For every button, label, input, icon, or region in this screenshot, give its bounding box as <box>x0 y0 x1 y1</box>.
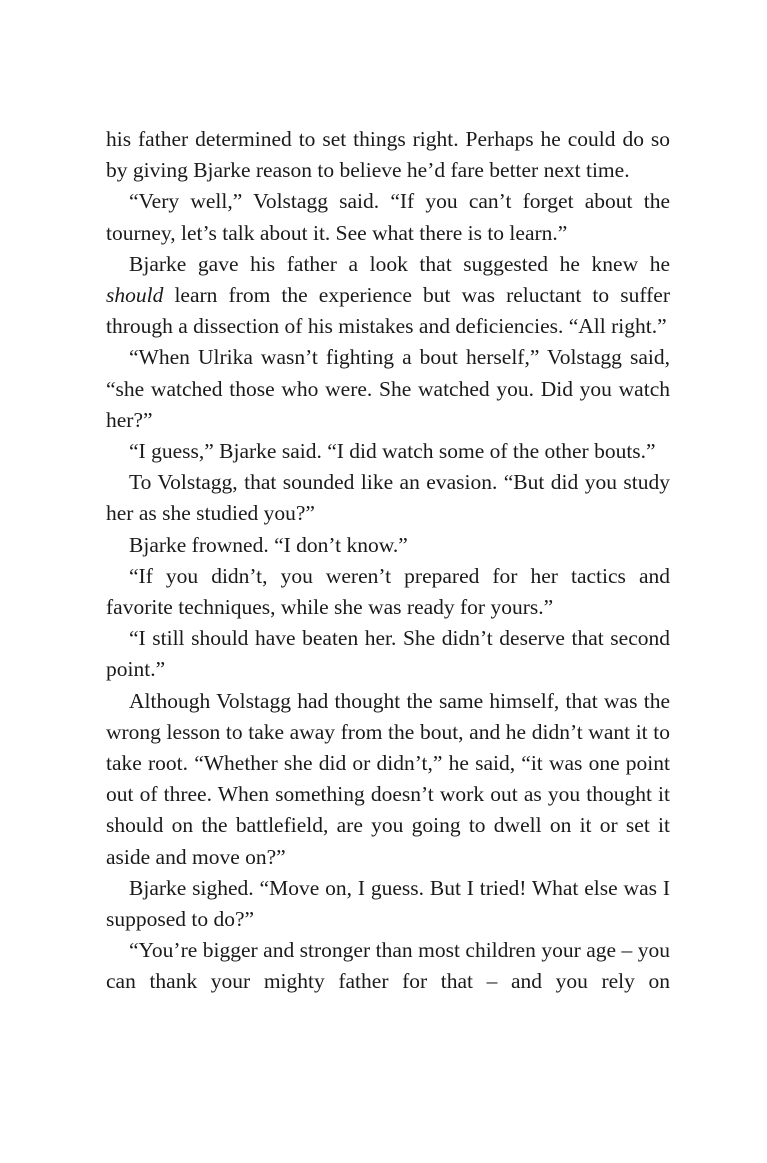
paragraph-6: To Volstagg, that sounded like an evasion. “But did you study her as she studied you?” <box>106 470 670 526</box>
paragraph-7: Bjarke frowned. “I don’t know.” <box>129 532 408 557</box>
paragraph-11: Bjarke sighed. “Move on, I guess. But I tried! What else was I supposed to do?” <box>106 875 670 932</box>
paragraph-5: “I guess,” Bjarke said. “I did watch some of the other bouts.” <box>129 439 656 464</box>
book-page-body <box>106 124 670 998</box>
paragraph-8: “If you didn’t, you weren’t prepared for her tactics and favorite techniques, while she was ready for yours.” <box>106 563 670 620</box>
paragraph-1: his father determined to set things right. Perhaps he could do so by giving Bjarke reason to believe he’d fare better next time. <box>106 127 670 183</box>
paragraph-3-text-after: learn from the experience but was reluctant to suffer through a dissection of his mistakes and deficiencies. “All right.” <box>106 283 670 339</box>
paragraph-4: “When Ulrika wasn’t fighting a bout herself,” Volstagg said, “she watched those who were. She watched you. Did you watch her?” <box>106 345 670 432</box>
paragraph-9: “I still should have beaten her. She didn’t deserve that second point.” <box>106 626 670 682</box>
paragraph-3-emphasis: should <box>106 283 164 308</box>
paragraph-12: “You’re bigger and stronger than most children your age – you can thank your mighty father for that – and you rely on <box>106 938 670 994</box>
paragraph-10: Although Volstagg had thought the same himself, that was the wrong lesson to take away from the bout, and he didn’t want it to take root. “Whether she did or didn’t,” he said, “it was one point out of three. When something doesn’t work out as you thought it should on the battlefield, are you going to dwell on it or set it aside and move on?” <box>106 688 670 869</box>
paragraph-2: “Very well,” Volstagg said. “If you can’t forget about the tourney, let’s talk about it. See what there is to learn.” <box>106 189 670 245</box>
paragraph-3-text-before: Bjarke gave his father a look that suggested he knew he <box>129 251 670 276</box>
paragraph-3 <box>106 249 670 343</box>
